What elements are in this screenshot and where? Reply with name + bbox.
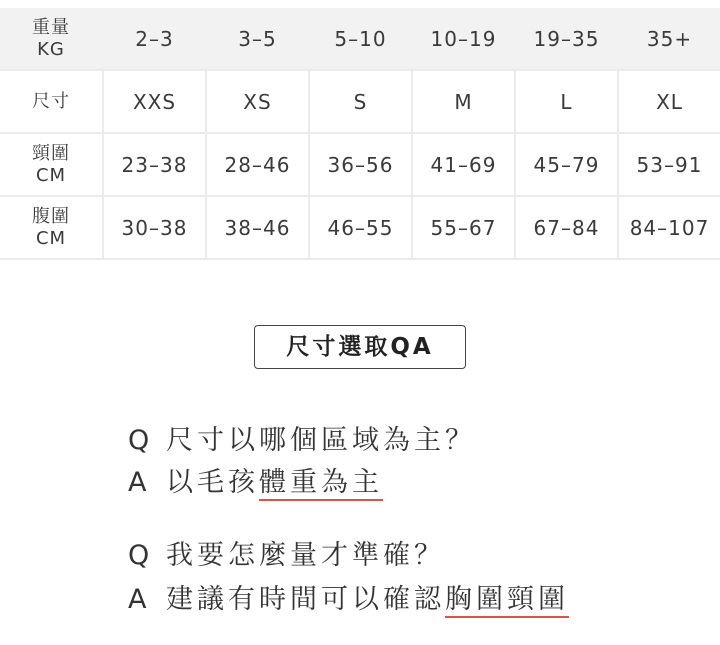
neck-unit: CM	[35, 164, 67, 186]
question-prefix: Q	[128, 425, 154, 456]
answer-prefix: A	[128, 584, 151, 615]
size-cell: XS	[206, 70, 309, 133]
weight-header-row	[0, 8, 720, 70]
size-chart-table	[0, 8, 720, 260]
neck-cell: 41–69	[412, 133, 515, 196]
answer-prefix: A	[128, 467, 151, 498]
belly-label: 腹圍	[32, 205, 70, 227]
size-cell: XXS	[103, 70, 206, 133]
neck-cell: 36–56	[309, 133, 412, 196]
belly-cell: 30–38	[103, 196, 206, 259]
weight-label: 重量	[32, 16, 70, 38]
neck-label-cell	[0, 133, 103, 196]
belly-cell: 55–67	[412, 196, 515, 259]
size-row	[0, 70, 720, 133]
question-text: 我要怎麼量才準確？	[166, 540, 445, 571]
qa-question	[128, 418, 476, 457]
weight-label-cell	[0, 8, 103, 70]
weight-cell: 10–19	[412, 8, 515, 70]
question-text: 尺寸以哪個區域為主？	[166, 425, 476, 456]
neck-row	[0, 133, 720, 196]
weight-cell: 19–35	[515, 8, 618, 70]
size-cell: L	[515, 70, 618, 133]
answer-highlight: 胸圍頸圍	[445, 584, 569, 618]
answer-text: 以毛孩	[166, 467, 259, 498]
qa-section-title: 尺寸選取QA	[254, 325, 466, 369]
weight-unit: KG	[37, 38, 65, 60]
size-cell: S	[309, 70, 412, 133]
size-cell: XL	[618, 70, 720, 133]
qa-question	[128, 533, 445, 572]
neck-cell: 28–46	[206, 133, 309, 196]
weight-cell: 35+	[618, 8, 720, 70]
neck-cell: 23–38	[103, 133, 206, 196]
belly-unit: CM	[35, 227, 67, 249]
question-prefix: Q	[128, 540, 154, 571]
belly-cell: 84–107	[618, 196, 720, 259]
belly-cell: 38–46	[206, 196, 309, 259]
size-label: 尺寸	[32, 90, 70, 112]
neck-label: 頸圍	[32, 142, 70, 164]
belly-label-cell	[0, 196, 103, 259]
neck-cell: 45–79	[515, 133, 618, 196]
belly-cell: 46–55	[309, 196, 412, 259]
size-cell: M	[412, 70, 515, 133]
answer-highlight: 體重為主	[259, 467, 383, 501]
qa-answer	[128, 460, 383, 499]
size-label-cell	[0, 70, 103, 133]
weight-cell: 5–10	[309, 8, 412, 70]
weight-cell: 3–5	[206, 8, 309, 70]
neck-cell: 53–91	[618, 133, 720, 196]
qa-answer	[128, 577, 569, 616]
weight-cell: 2–3	[103, 8, 206, 70]
belly-row	[0, 196, 720, 259]
belly-cell: 67–84	[515, 196, 618, 259]
answer-text: 建議有時間可以確認	[166, 584, 445, 615]
